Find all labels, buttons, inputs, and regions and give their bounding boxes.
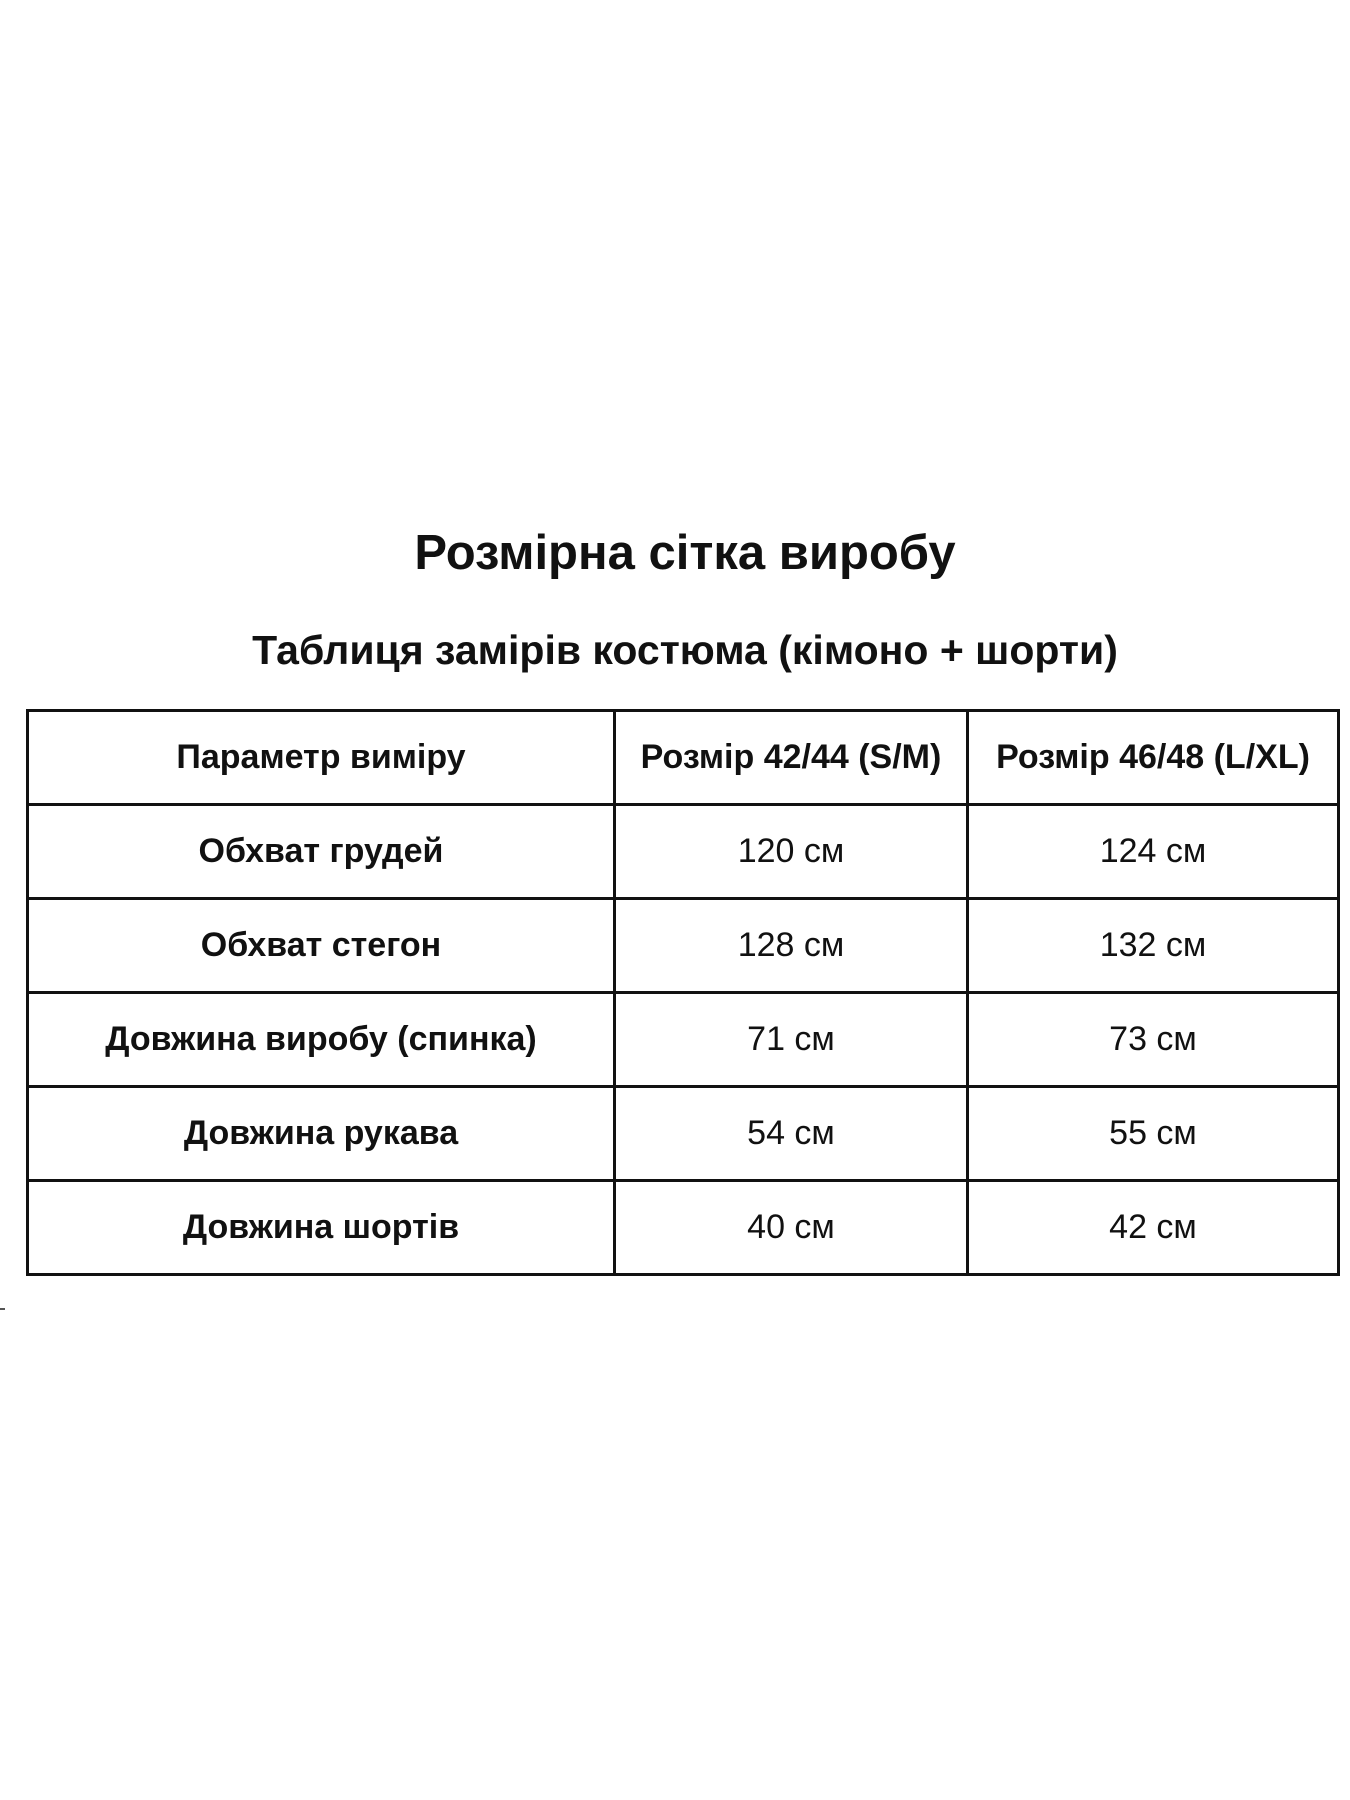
row-parameter: Довжина шортів xyxy=(28,1181,615,1275)
table-row xyxy=(28,1181,1339,1275)
header-size-l-xl: Розмір 46/48 (L/XL) xyxy=(968,711,1339,805)
row-value-l-xl: 73 см xyxy=(968,993,1339,1087)
table-row xyxy=(28,1087,1339,1181)
edge-mark xyxy=(0,1308,5,1310)
row-parameter: Довжина виробу (спинка) xyxy=(28,993,615,1087)
row-value-l-xl: 42 см xyxy=(968,1181,1339,1275)
row-value-l-xl: 132 см xyxy=(968,899,1339,993)
row-value-l-xl: 55 см xyxy=(968,1087,1339,1181)
table-header-row xyxy=(28,711,1339,805)
header-parameter: Параметр виміру xyxy=(28,711,615,805)
table-row xyxy=(28,993,1339,1087)
row-value-l-xl: 124 см xyxy=(968,805,1339,899)
table-row xyxy=(28,899,1339,993)
row-parameter: Обхват стегон xyxy=(28,899,615,993)
header-size-s-m: Розмір 42/44 (S/M) xyxy=(615,711,968,805)
row-value-s-m: 71 см xyxy=(615,993,968,1087)
page-title: Розмірна сітка виробу xyxy=(414,526,956,580)
size-chart-table xyxy=(26,709,1340,1276)
row-parameter: Довжина рукава xyxy=(28,1087,615,1181)
row-value-s-m: 128 см xyxy=(615,899,968,993)
table-subtitle: Таблиця замірів костюма (кімоно + шорти) xyxy=(252,627,1118,673)
table-row xyxy=(28,805,1339,899)
row-value-s-m: 120 см xyxy=(615,805,968,899)
row-value-s-m: 40 см xyxy=(615,1181,968,1275)
row-value-s-m: 54 см xyxy=(615,1087,968,1181)
row-parameter: Обхват грудей xyxy=(28,805,615,899)
